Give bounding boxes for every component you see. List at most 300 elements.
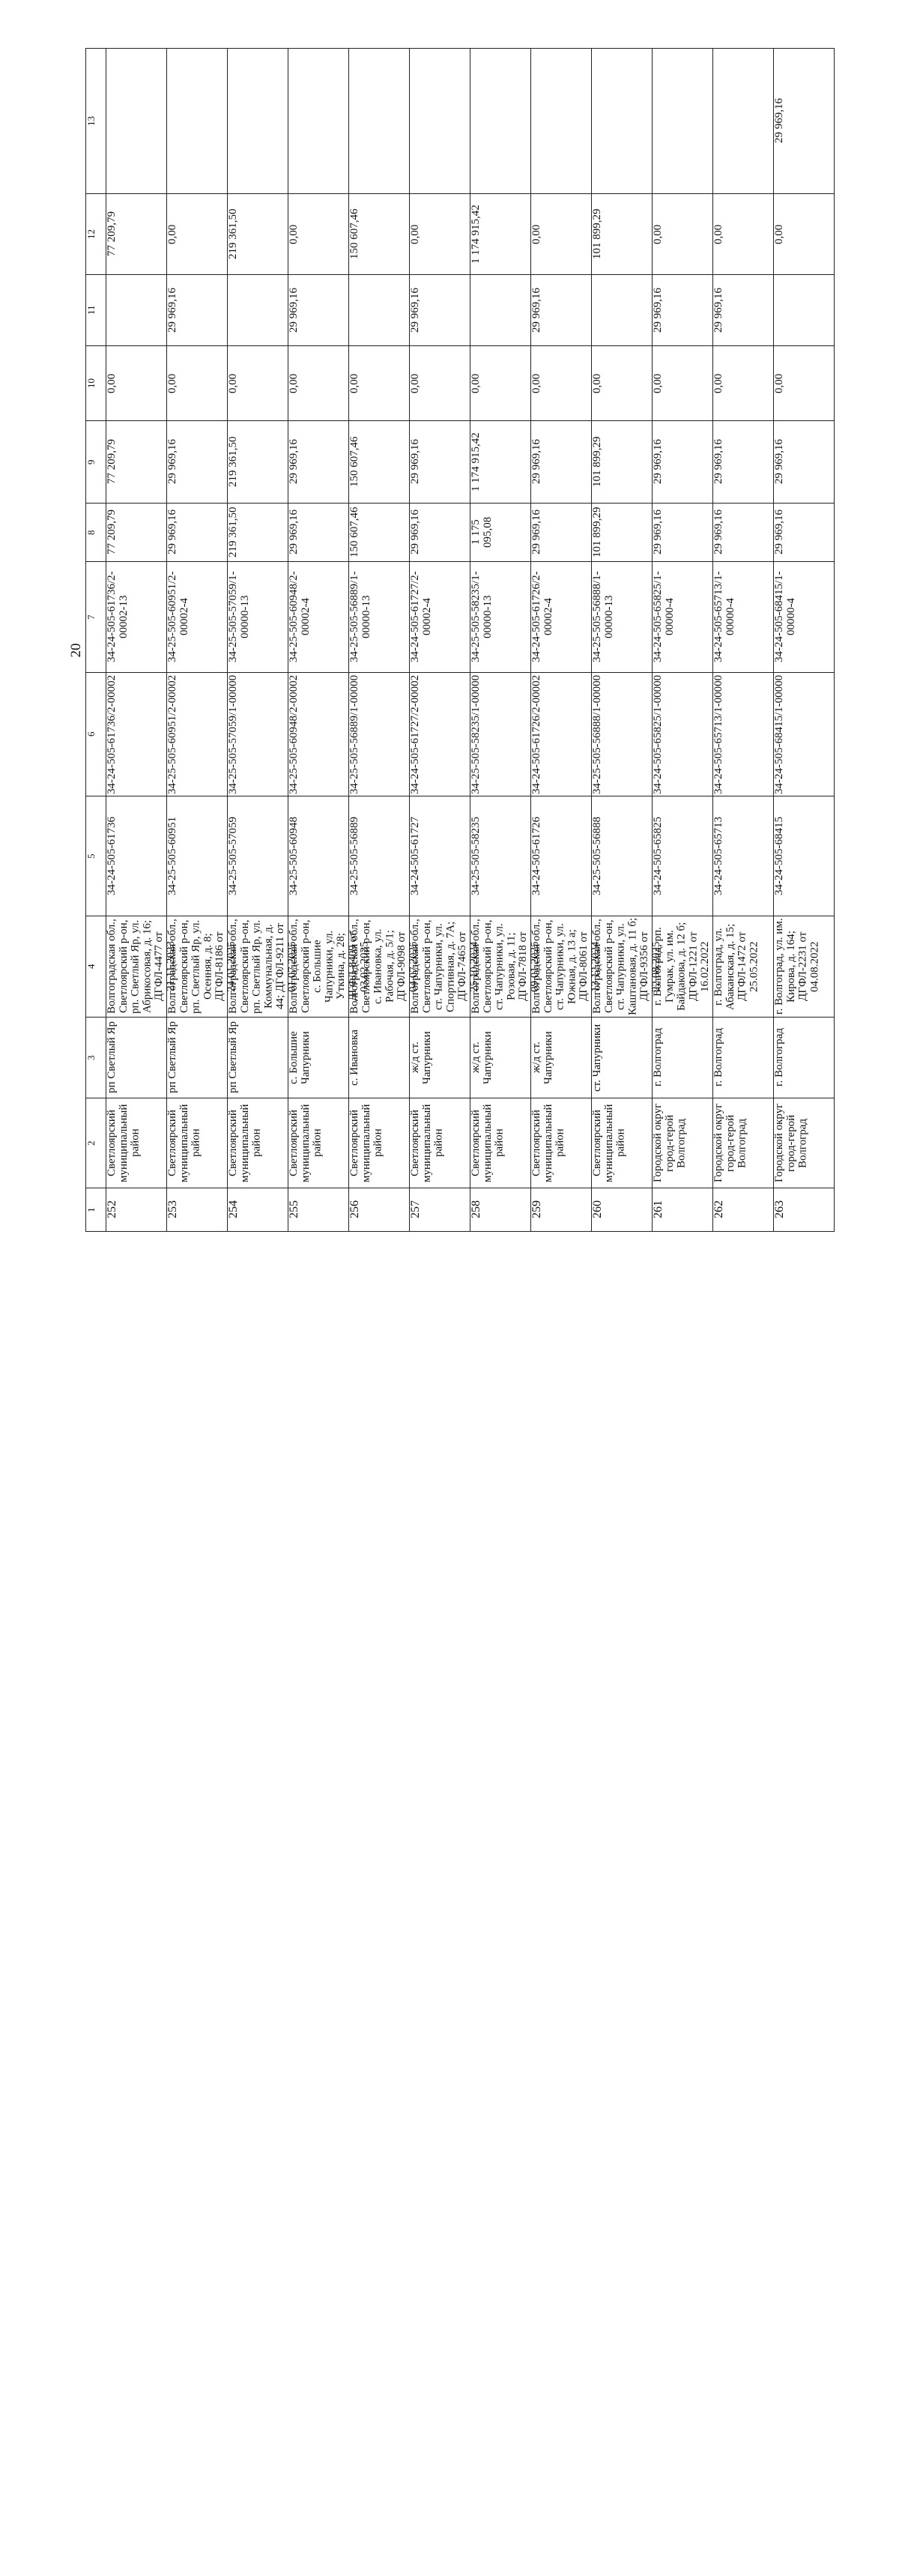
table-cell	[470, 562, 531, 673]
table-cell	[288, 275, 349, 346]
column-header	[86, 1018, 106, 1098]
table-cell	[228, 421, 288, 504]
table-cell	[228, 346, 288, 421]
table-cell	[106, 916, 177, 1018]
cell-text-c6: 34-24-505-61726/2-00002	[530, 674, 542, 794]
cell-text-c6: 34-25-505-56888/1-00000	[591, 674, 603, 794]
table-cell	[531, 796, 592, 916]
cell-text-c10: 0,00	[773, 373, 785, 393]
column-header-label: 10	[85, 378, 97, 388]
table-cell	[228, 796, 288, 916]
cell-text-c7: 34-25-505-56888/1-00000-13	[591, 571, 615, 663]
cell-text-c5: 34-24-505-68415	[773, 817, 785, 895]
cell-text-c8: 29 969,16	[773, 510, 785, 555]
table-cell	[653, 504, 713, 562]
table-cell	[410, 194, 470, 275]
table-cell	[106, 1098, 167, 1188]
column-header	[86, 562, 106, 673]
column-header	[86, 421, 106, 504]
cell-text-loc: с. Ивановка	[348, 1030, 360, 1086]
table-cell	[166, 916, 237, 1018]
cell-text-c10: 0,00	[288, 373, 300, 393]
column-header-label: 8	[85, 530, 97, 535]
table-cell	[592, 275, 653, 346]
table-cell	[592, 1018, 653, 1098]
cell-text-n: 257	[409, 1200, 422, 1219]
cell-text-mun: Светлоярский муниципальный район	[348, 1104, 384, 1182]
table-cell	[774, 1018, 835, 1098]
table-cell	[531, 1098, 592, 1188]
table-cell	[470, 49, 531, 194]
table-cell	[410, 673, 470, 796]
cell-text-c12: 0,00	[773, 224, 785, 244]
table-cell	[713, 1018, 774, 1098]
cell-text-c7: 34-24-505-65825/1-00000-4	[652, 571, 676, 663]
cell-text-c10: 0,00	[712, 373, 724, 393]
table-cell	[106, 275, 167, 346]
cell-text-c6: 34-25-505-56889/1-00000	[348, 674, 360, 794]
table-cell	[410, 562, 470, 673]
table-cell	[530, 916, 602, 1018]
cell-text-c7: 34-24-505-65713/1-00000-4	[712, 571, 736, 663]
table-cell	[228, 1188, 288, 1232]
cell-text-c11: 29 969,16	[530, 288, 542, 333]
table-cell	[288, 562, 349, 673]
cell-text-addr: Волгоградская обл., Светлоярский р-он, с. Ивановка, ул. Рабочая, д. 5/1; ДГФЛ-9098 от 04.07.2025	[348, 919, 420, 1015]
table-cell	[228, 49, 288, 194]
table-cell	[106, 194, 167, 275]
cell-text-loc: ст. Чапурники	[591, 1024, 603, 1092]
cell-text-c9: 29 969,16	[652, 439, 664, 485]
cell-text-c9: 29 969,16	[166, 439, 178, 485]
cell-text-c9: 77 209,79	[106, 439, 118, 485]
table-cell	[531, 49, 592, 194]
table-cell	[470, 1018, 531, 1098]
table-cell	[774, 796, 835, 916]
column-header-label: 5	[85, 853, 97, 859]
cell-text-c7: 34-25-505-60951/2-00002-4	[166, 571, 190, 663]
cell-text-c6: 34-24-505-61727/2-00002	[409, 674, 421, 794]
table-cell	[653, 1188, 713, 1232]
table-cell	[167, 796, 228, 916]
table-cell	[531, 275, 592, 346]
table-cell	[410, 1098, 470, 1188]
cell-text-c12: 0,00	[288, 224, 300, 244]
table-cell	[167, 1018, 228, 1098]
cell-text-c10: 0,00	[166, 373, 178, 393]
cell-text-c11: 29 969,16	[409, 288, 421, 333]
table-cell	[774, 916, 835, 1018]
cell-text-c9: 1 174 915,42	[470, 432, 482, 492]
table-cell	[288, 916, 371, 1018]
cell-text-mun: Светлоярский муниципальный район	[166, 1104, 202, 1182]
cell-text-mun: Городской округ город-герой Волгоград	[712, 1103, 748, 1183]
column-header-label: 13	[85, 116, 97, 126]
table-cell	[713, 1188, 774, 1232]
table-cell	[592, 504, 653, 562]
cell-text-c6: 34-25-505-58235/1-00000	[470, 674, 482, 794]
table-cell	[592, 796, 653, 916]
cell-text-addr: Волгоградская обл., Светлоярский р-он, ст. Чапурники, ул. Розовая, д. 11; ДГФЛ-7818 от 09.01.2025	[470, 919, 541, 1015]
table-cell	[349, 1098, 410, 1188]
table-cell	[409, 916, 480, 1018]
table-cell	[348, 916, 420, 1018]
table-cell	[713, 796, 774, 916]
table-cell	[349, 562, 410, 673]
table-cell	[774, 49, 835, 194]
table-cell	[106, 796, 167, 916]
table-cell	[653, 673, 713, 796]
cell-text-c11: 29 969,16	[166, 288, 178, 333]
table-cell	[349, 346, 410, 421]
table-cell	[288, 1188, 349, 1232]
data-table	[85, 48, 835, 1232]
table-cell	[653, 1098, 713, 1188]
table-cell	[349, 194, 410, 275]
cell-text-c5: 34-24-505-65713	[712, 817, 724, 895]
table-cell	[774, 1098, 835, 1188]
table-cell	[410, 1188, 470, 1232]
cell-text-c7: 34-25-505-60948/2-00002-4	[288, 571, 312, 663]
table-cell	[228, 504, 288, 562]
table-cell	[774, 421, 835, 504]
cell-text-c10: 0,00	[106, 373, 118, 393]
cell-text-n: 255	[288, 1200, 300, 1219]
cell-text-c9: 219 361,50	[227, 436, 239, 488]
table-cell	[470, 673, 531, 796]
cell-text-c6: 34-25-505-60951/2-00002	[166, 674, 178, 794]
table-cell	[653, 1018, 713, 1098]
table-cell	[531, 504, 592, 562]
table-cell	[167, 1098, 228, 1188]
cell-text-c8: 77 209,79	[106, 510, 118, 555]
table-cell	[713, 1098, 774, 1188]
cell-text-n: 263	[773, 1200, 786, 1219]
table-cell	[410, 275, 470, 346]
cell-text-c11: 29 969,16	[712, 288, 724, 333]
table-cell	[288, 504, 349, 562]
cell-text-c12: 1 174 915,42	[470, 205, 482, 264]
table-cell	[228, 1098, 288, 1188]
cell-text-mun: Светлоярский муниципальный район	[409, 1104, 445, 1182]
cell-text-c7: 34-24-505-61726/2-00002-4	[530, 571, 554, 663]
table-cell	[774, 194, 835, 275]
column-header	[86, 346, 106, 421]
table-cell	[713, 49, 774, 194]
column-header	[86, 1098, 106, 1188]
cell-text-c5: 34-25-505-60951	[166, 817, 178, 895]
table-cell	[228, 562, 288, 673]
table-cell	[653, 916, 713, 1018]
cell-text-c8: 29 969,16	[652, 510, 664, 555]
table-cell	[592, 194, 653, 275]
table-cell	[713, 562, 774, 673]
table-cell	[592, 346, 653, 421]
table-cell	[774, 1188, 835, 1232]
table-cell	[470, 421, 531, 504]
cell-text-mun: Светлоярский муниципальный район	[591, 1104, 627, 1182]
cell-text-c10: 0,00	[530, 373, 542, 393]
cell-text-c5: 34-25-505-56889	[348, 817, 360, 895]
cell-text-mun: Городской округ город-герой Волгоград	[652, 1103, 688, 1183]
table-cell	[470, 796, 531, 916]
column-6-band	[86, 673, 835, 796]
table-cell	[288, 796, 349, 916]
column-7-band	[86, 562, 835, 673]
cell-text-loc: рп Светлый Яр	[106, 1021, 118, 1094]
table-cell	[167, 194, 228, 275]
column-13-band	[86, 49, 835, 194]
cell-text-n: 254	[227, 1200, 240, 1219]
column-1-band	[86, 1188, 835, 1232]
table-cell	[653, 346, 713, 421]
cell-text-addr: Волгоградская обл., Светлоярский р-он, рп. Светлый Яр, ул. Осенняя, д. 8; ДГФЛ-8186 от 24.01.2025	[166, 919, 237, 1015]
table-cell	[531, 346, 592, 421]
cell-text-c9: 29 969,16	[288, 439, 300, 485]
table-cell	[349, 504, 410, 562]
table-cell	[288, 194, 349, 275]
column-header	[86, 673, 106, 796]
column-header-label: 12	[85, 229, 97, 239]
table-cell	[713, 346, 774, 421]
table-cell	[167, 421, 228, 504]
table-cell	[774, 504, 835, 562]
table-cell	[349, 1188, 410, 1232]
cell-text-loc: с. Большие Чапурники	[288, 1031, 312, 1084]
table-cell	[592, 1098, 653, 1188]
cell-text-n: 260	[591, 1200, 604, 1219]
column-header-label: 1	[85, 1207, 97, 1212]
table-cell	[106, 1018, 167, 1098]
table-cell	[592, 1188, 653, 1232]
table-cell	[167, 673, 228, 796]
cell-text-addr: Волгоградская обл., Светлоярский р-он, ст. Чапурники, ул. Южная, д. 13 а; ДГФЛ-8061 от 13.12.2024	[530, 919, 602, 1015]
cell-text-loc: рп Светлый Яр	[166, 1021, 178, 1094]
table-cell	[167, 275, 228, 346]
table-cell	[470, 346, 531, 421]
table-cell	[288, 346, 349, 421]
table-cell	[228, 673, 288, 796]
column-5-band	[86, 796, 835, 916]
table-cell	[653, 49, 713, 194]
cell-text-c10: 0,00	[591, 373, 603, 393]
cell-text-c10: 0,00	[409, 373, 421, 393]
column-header	[86, 275, 106, 346]
column-header-label: 11	[85, 305, 97, 315]
cell-text-c8: 101 899,29	[591, 507, 603, 558]
table-cell	[470, 504, 531, 562]
cell-text-c11: 29 969,16	[652, 288, 664, 333]
cell-text-c8: 1 175 095,08	[470, 516, 494, 548]
cell-text-c8: 29 969,16	[288, 510, 300, 555]
table-cell	[470, 275, 531, 346]
table-cell	[653, 194, 713, 275]
table-cell	[349, 1018, 410, 1098]
cell-text-loc: ж/д ст. Чапурники	[409, 1031, 433, 1084]
cell-text-mun: Светлоярский муниципальный район	[227, 1104, 263, 1182]
cell-text-c12: 0,00	[409, 224, 421, 244]
table-cell	[774, 673, 835, 796]
table-cell	[653, 562, 713, 673]
cell-text-c8: 29 969,16	[712, 510, 724, 555]
cell-text-c9: 29 969,16	[773, 439, 785, 485]
cell-text-c5: 34-25-505-56888	[591, 817, 603, 895]
column-header-label: 6	[85, 731, 97, 737]
cell-text-c5: 34-25-505-58235	[470, 817, 482, 895]
table-cell	[167, 504, 228, 562]
cell-text-c9: 101 899,29	[591, 436, 603, 488]
table-cell	[167, 346, 228, 421]
column-header	[86, 194, 106, 275]
table-cell	[531, 194, 592, 275]
cell-text-c8: 29 969,16	[166, 510, 178, 555]
cell-text-c5: 34-25-505-60948	[288, 817, 300, 895]
cell-text-loc: ж/д ст. Чапурники	[470, 1031, 494, 1084]
table-cell	[106, 673, 167, 796]
column-12-band	[86, 194, 835, 275]
table-cell	[653, 421, 713, 504]
cell-text-c5: 34-25-505-57059	[227, 817, 239, 895]
table-cell	[106, 562, 167, 673]
table-cell	[288, 49, 349, 194]
cell-text-c12: 150 607,46	[348, 208, 360, 260]
table-cell	[349, 421, 410, 504]
table-cell	[288, 1018, 349, 1098]
cell-text-addr: г. Волгоград, ул. Абаканская, д. 15; ДГФЛ-1472 от 25.05.2022	[712, 923, 760, 1010]
cell-text-c13: 29 969,16	[773, 98, 785, 144]
table-cell	[349, 49, 410, 194]
cell-text-addr: Волгоградская обл., Светлоярский р-он, ст. Чапурники, ул. Спортивная, д. 7А; ДГФЛ-7465 от 25.10.2024	[409, 919, 480, 1015]
cell-text-addr: Волгоградская обл., Светлоярский р-он, с. Большие Чапурники, ул. Уткина, д. 28; ДГФЛ-8409 от 03.02.2025	[288, 919, 371, 1015]
cell-text-mun: Светлоярский муниципальный район	[530, 1104, 566, 1182]
table-cell	[410, 49, 470, 194]
cell-text-c9: 29 969,16	[530, 439, 542, 485]
page-number: 20	[68, 643, 84, 658]
table-cell	[228, 275, 288, 346]
table-cell	[591, 916, 662, 1018]
cell-text-c7: 34-25-505-58235/1-00000-13	[470, 571, 494, 663]
column-8-band	[86, 504, 835, 562]
cell-text-c9: 150 607,46	[348, 436, 360, 488]
column-header-label: 7	[85, 614, 97, 620]
table-cell	[470, 1098, 531, 1188]
table-cell	[592, 673, 653, 796]
cell-text-loc: г. Волгоград	[652, 1028, 664, 1087]
table-cell	[106, 49, 167, 194]
cell-text-c5: 34-24-505-61727	[409, 817, 421, 895]
cell-text-c10: 0,00	[470, 373, 482, 393]
cell-text-c10: 0,00	[348, 373, 360, 393]
cell-text-loc: г. Волгоград	[773, 1028, 785, 1087]
column-header-label: 9	[85, 459, 97, 465]
table-cell	[653, 275, 713, 346]
cell-text-c5: 34-24-505-61736	[106, 817, 118, 895]
table-cell	[713, 194, 774, 275]
table-cell	[470, 194, 531, 275]
cell-text-c10: 0,00	[652, 373, 664, 393]
cell-text-c12: 0,00	[166, 224, 178, 244]
cell-text-mun: Светлоярский муниципальный район	[288, 1104, 324, 1182]
table-cell	[713, 916, 774, 1018]
table-cell	[167, 49, 228, 194]
table-cell	[653, 796, 713, 916]
table-cell	[106, 1188, 167, 1232]
table-cell	[167, 1188, 228, 1232]
column-11-band	[86, 275, 835, 346]
cell-text-addr: Волгоградская обл., Светлоярский р-он, ст. Чапурники, ул. Каштановая, д. 11 б; ДГФЛ-9356 от 22.08.2025	[591, 918, 662, 1016]
cell-text-c9: 29 969,16	[712, 439, 724, 485]
cell-text-c5: 34-24-505-65825	[652, 817, 664, 895]
cell-text-n: 252	[106, 1200, 118, 1219]
cell-text-addr: Волгоградская обл., Светлоярский р-он, рп. Светлый Яр, ул. Коммунальная, д. 44; ДГФЛ-9211 от 01.07.2025	[227, 919, 298, 1015]
table-cell	[106, 504, 167, 562]
table-cell	[531, 1018, 592, 1098]
column-4-band	[86, 916, 835, 1018]
column-header-label: 2	[85, 1140, 97, 1146]
table-cell	[167, 562, 228, 673]
cell-text-c6: 34-24-505-65713/1-00000	[712, 674, 724, 794]
cell-text-c6: 34-25-505-57059/1-00000	[227, 674, 239, 794]
cell-text-c7: 34-25-505-56889/1-00000-13	[348, 571, 372, 663]
cell-text-mun: Светлоярский муниципальный район	[106, 1104, 142, 1182]
table-cell	[288, 673, 349, 796]
column-header	[86, 504, 106, 562]
cell-text-n: 259	[530, 1200, 543, 1219]
cell-text-c6: 34-24-505-68415/1-00000	[773, 674, 785, 794]
cell-text-c6: 34-24-505-61736/2-00002	[106, 674, 118, 794]
table-cell	[470, 916, 541, 1018]
column-header	[86, 916, 106, 1018]
cell-text-c12: 101 899,29	[591, 208, 603, 260]
table-cell	[774, 562, 835, 673]
cell-text-c8: 150 607,46	[348, 507, 360, 558]
table-cell	[531, 673, 592, 796]
table-cell	[713, 504, 774, 562]
table-cell	[531, 562, 592, 673]
cell-text-c11: 29 969,16	[288, 288, 300, 333]
table-cell	[713, 421, 774, 504]
cell-text-n: 256	[348, 1200, 361, 1219]
table-cell	[228, 194, 288, 275]
table-cell	[713, 275, 774, 346]
cell-text-n: 258	[470, 1200, 482, 1219]
cell-text-mun: Городской округ город-герой Волгоград	[773, 1103, 809, 1183]
table-cell	[410, 1018, 470, 1098]
column-header	[86, 1188, 106, 1232]
table-cell	[410, 421, 470, 504]
cell-text-c12: 0,00	[712, 224, 724, 244]
cell-text-c7: 34-24-505-61736/2-00002-13	[106, 571, 130, 663]
table-cell	[713, 673, 774, 796]
table-cell	[349, 275, 410, 346]
cell-text-c12: 219 361,50	[227, 208, 239, 260]
cell-text-c6: 34-24-505-65825/1-00000	[652, 674, 664, 794]
table-cell	[106, 346, 167, 421]
column-header-label: 3	[85, 1055, 97, 1060]
cell-text-c12: 0,00	[530, 224, 542, 244]
table-cell	[592, 562, 653, 673]
cell-text-c5: 34-24-505-61726	[530, 817, 542, 895]
cell-text-loc: г. Волгоград	[712, 1028, 724, 1087]
table-cell	[410, 796, 470, 916]
cell-text-addr: г. Волгоград, рп. Гумрак, ул. им. Байдакова, д. 12 б; ДГФЛ-1221 от 16.02.2022	[652, 922, 711, 1012]
table-cell	[106, 421, 167, 504]
table-cell	[774, 275, 835, 346]
cell-text-c8: 29 969,16	[409, 510, 421, 555]
table-cell	[288, 421, 349, 504]
cell-text-c12: 77 209,79	[106, 211, 118, 257]
table-cell	[592, 421, 653, 504]
